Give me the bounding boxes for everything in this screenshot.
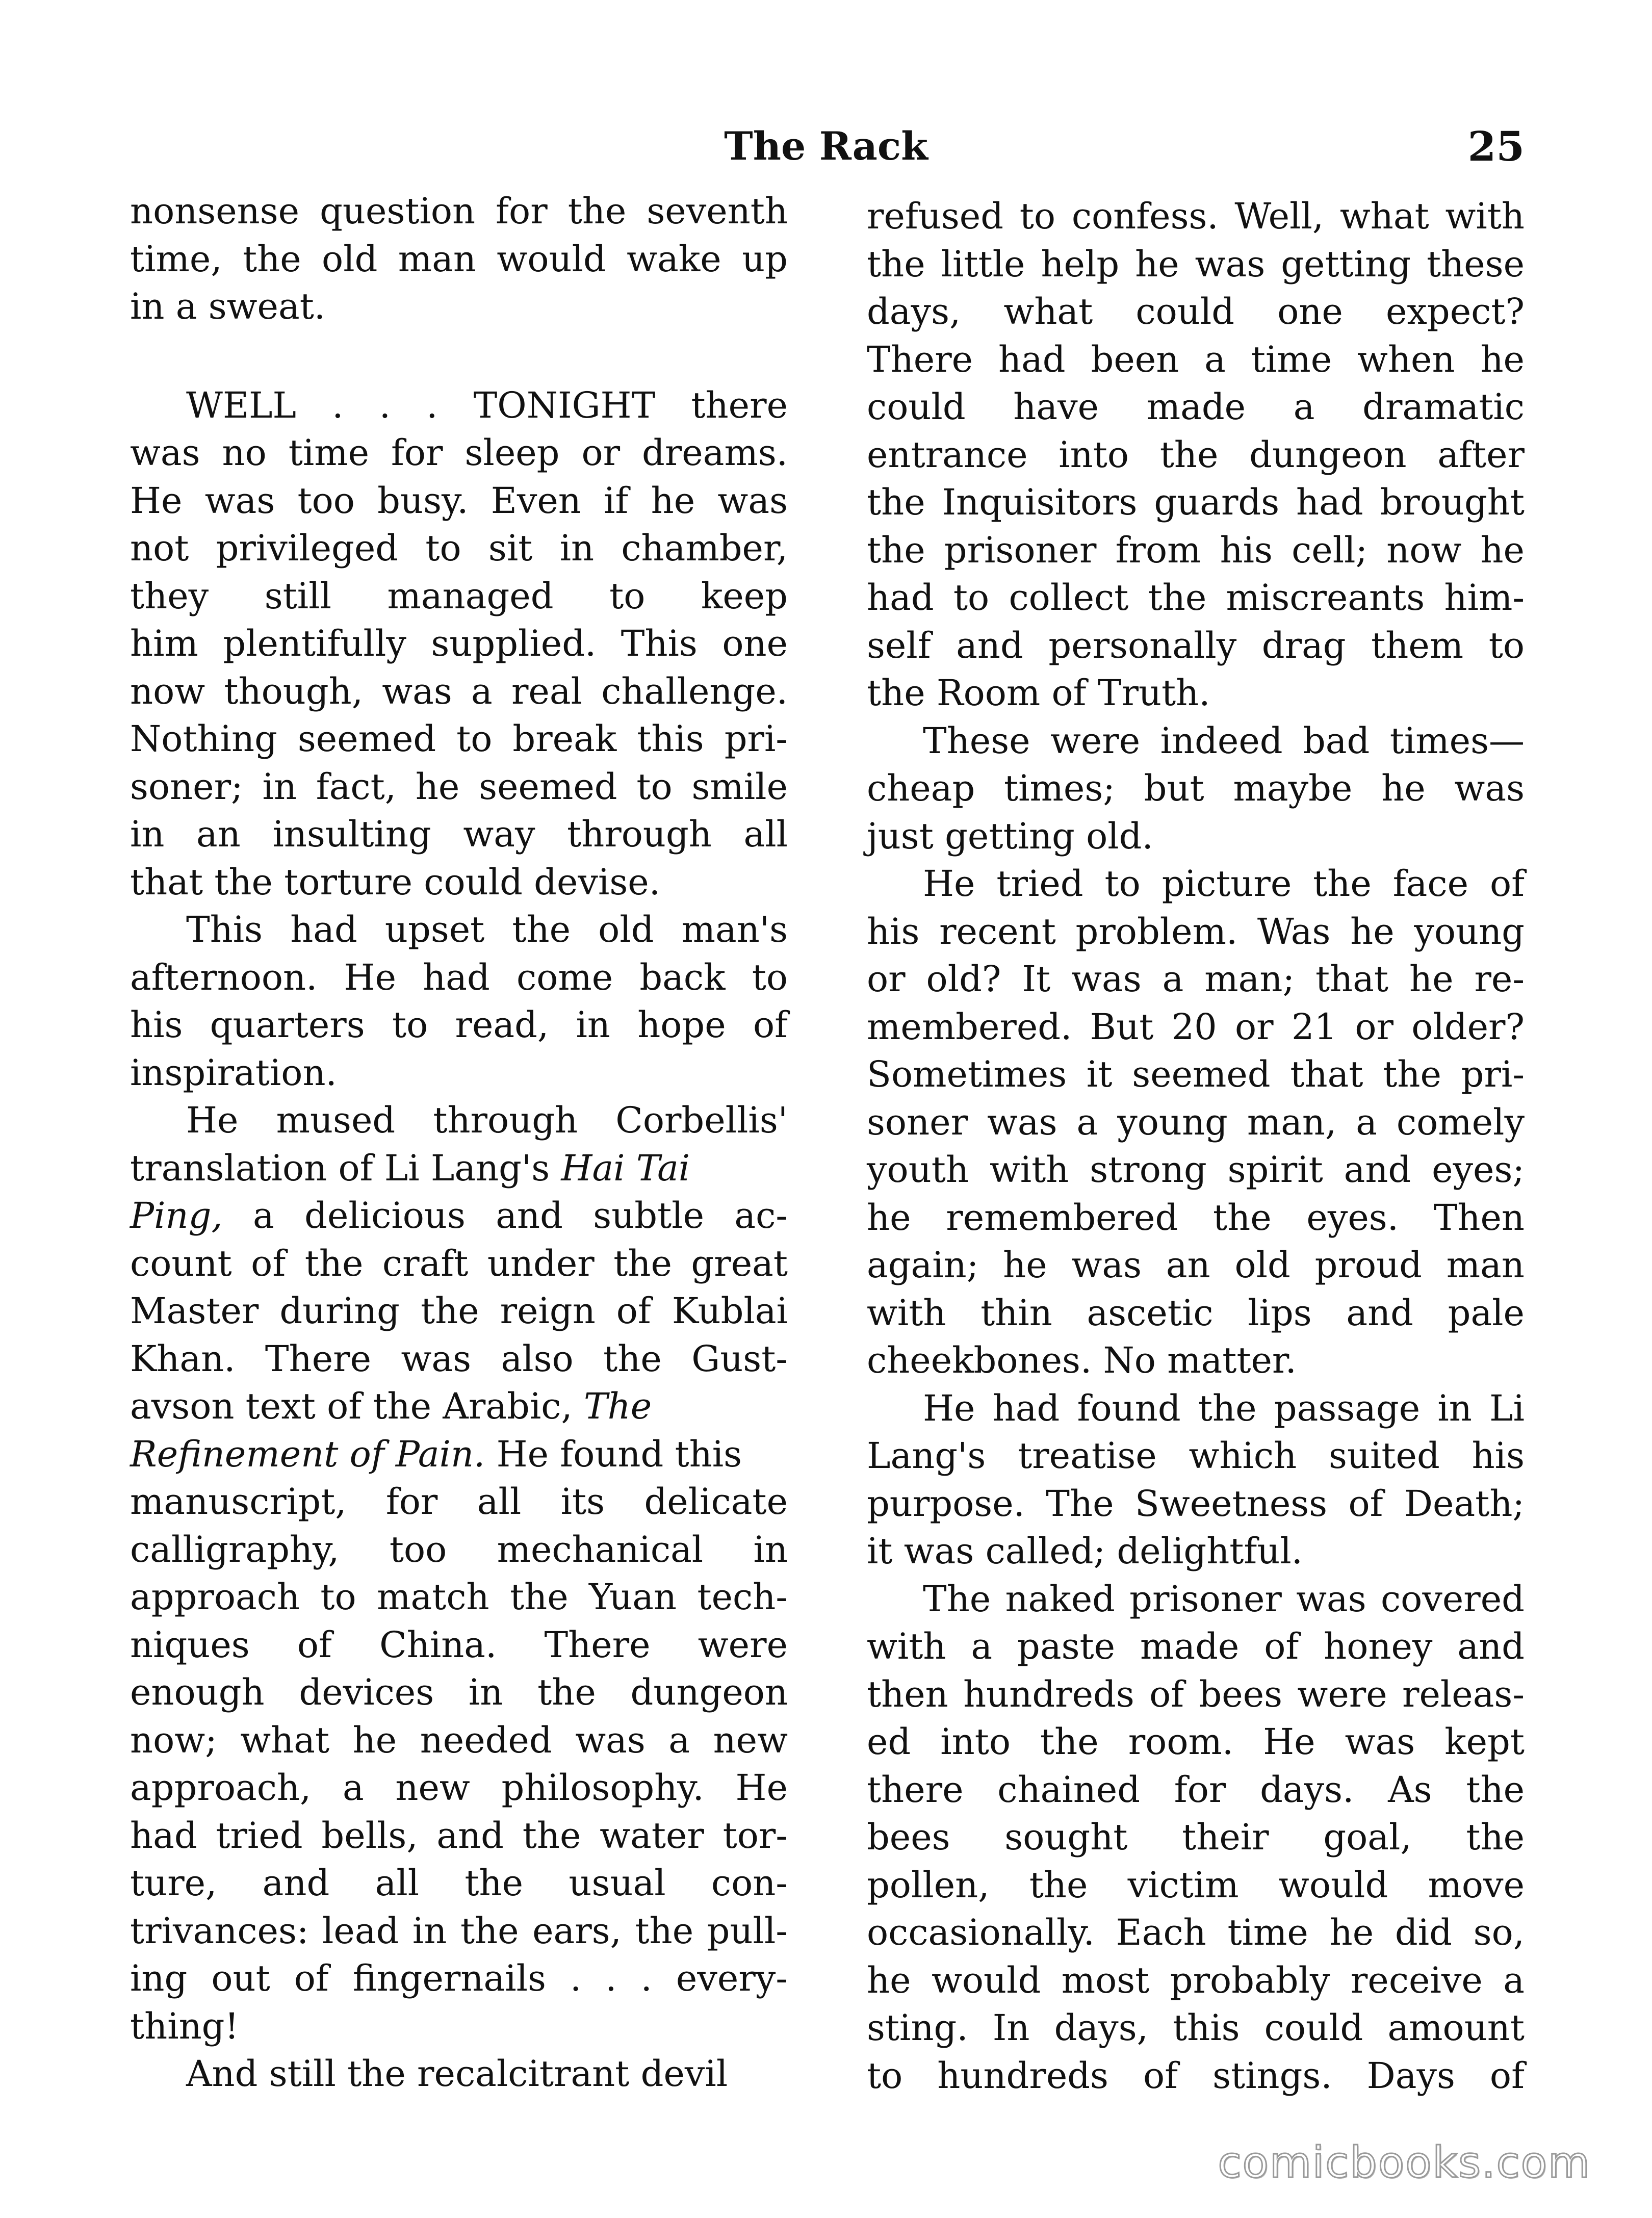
text-line: again; he was an old proud man — [867, 1244, 1525, 1286]
text-line: approach to match the Yuan tech- — [130, 1576, 788, 1618]
text-line: in a sweat. — [130, 286, 326, 327]
paragraph-first-line: He mused through Corbellis' — [186, 1099, 788, 1141]
text-line — [130, 1431, 788, 1479]
text-line: Lang's treatise which suited his — [867, 1435, 1525, 1477]
text-line: to hundreds of stings. Days of — [867, 2054, 1525, 2097]
text-line: enough devices in the dungeon — [130, 1671, 788, 1713]
text-line: self and personally drag them to — [867, 624, 1525, 666]
book-title-italic: Hai Tai — [561, 1147, 690, 1189]
text-line: cheap times; but maybe he was — [867, 767, 1525, 809]
text-line: had tried bells, and the water tor- — [130, 1814, 788, 1856]
text-run: He found this — [485, 1433, 742, 1475]
paragraph-first-line: This had upset the old man's — [186, 909, 788, 950]
text-line: pollen, the victim would move — [867, 1864, 1525, 1906]
text-line: the Room of Truth. — [867, 672, 1210, 714]
paragraph-first-line: He had found the passage in Li — [923, 1387, 1525, 1429]
text-line: niques of China. There were — [130, 1623, 788, 1666]
text-line: his recent problem. Was he young — [867, 910, 1525, 952]
text-line: cheekbones. No matter. — [867, 1339, 1297, 1381]
book-title-italic: Refinement of Pain. — [130, 1433, 485, 1475]
paragraph-first-line: And still the recalcitrant devil — [186, 2053, 728, 2095]
text-line: they still managed to keep — [130, 575, 788, 617]
left-column — [130, 188, 788, 2098]
text-line: thing! — [130, 2005, 239, 2047]
text-line: now; what he needed was a new — [130, 1719, 788, 1761]
text-line: manuscript, for all its delicate — [130, 1481, 788, 1523]
text-run: translation of Li Lang's — [130, 1147, 561, 1189]
text-line: trivances: lead in the ears, the pull- — [130, 1910, 788, 1952]
text-line: now though, was a real challenge. — [130, 670, 788, 712]
text-line: calligraphy, too mechanical in — [130, 1528, 788, 1570]
running-title: The Rack — [724, 123, 928, 169]
text-line: the little help he was getting these — [867, 243, 1525, 285]
text-line: soner; in fact, he seemed to smile — [130, 765, 788, 808]
text-run: avson text of the Arabic, — [130, 1385, 584, 1427]
book-title-italic: Ping, — [130, 1195, 223, 1236]
text-line: the prisoner from his cell; now he — [867, 529, 1525, 571]
text-line: Khan. There was also the Gust- — [130, 1337, 788, 1380]
text-line: He was too busy. Even if he was — [130, 479, 788, 522]
text-line: or old? It was a man; that he re- — [867, 958, 1525, 1000]
text-line: then hundreds of bees were releas- — [867, 1673, 1525, 1715]
text-line: could have made a dramatic — [867, 386, 1525, 428]
text-line: ed into the room. He was kept — [867, 1721, 1525, 1763]
section-opening-line: WELL . . . TONIGHT there — [186, 384, 788, 426]
text-line: there chained for days. As the — [867, 1768, 1525, 1811]
text-line — [130, 1192, 788, 1240]
text-line: him plentifully supplied. This one — [130, 623, 788, 664]
text-line: afternoon. He had come back to — [130, 956, 788, 998]
text-line: it was called; delightful. — [867, 1530, 1303, 1572]
book-title-italic: The — [583, 1385, 652, 1427]
text-line: soner was a young man, a comely — [867, 1101, 1525, 1143]
text-line — [130, 1383, 788, 1431]
text-line: approach, a new philosophy. He — [130, 1767, 788, 1809]
text-line: was no time for sleep or dreams. — [130, 432, 788, 474]
text-line: he would most probably receive a — [867, 1959, 1525, 2001]
text-line: Master during the reign of Kublai — [130, 1290, 788, 1332]
text-line: refused to confess. Well, what with — [867, 195, 1525, 237]
text-line: just getting old. — [867, 815, 1153, 857]
text-line: his quarters to read, in hope of — [130, 1004, 788, 1046]
paragraph-first-line: These were indeed bad times— — [923, 719, 1525, 762]
text-line: There had been a time when he — [867, 338, 1525, 380]
text-line: count of the craft under the great — [130, 1242, 788, 1284]
text-line: with thin ascetic lips and pale — [867, 1292, 1525, 1334]
text-line: with a paste made of honey and — [867, 1626, 1525, 1667]
text-line: had to collect the miscreants him- — [867, 577, 1525, 618]
text-line: bees sought their goal, the — [867, 1816, 1525, 1858]
text-line: Nothing seemed to break this pri- — [130, 718, 788, 760]
text-line — [130, 1145, 788, 1193]
right-column — [867, 193, 1525, 2100]
text-line: that the torture could devise. — [130, 861, 660, 903]
watermark: comicbooks.com — [1218, 2137, 1591, 2187]
paragraph-first-line: The naked prisoner was covered — [923, 1578, 1525, 1620]
text-line: he remembered the eyes. Then — [867, 1196, 1525, 1239]
text-line: purpose. The Sweetness of Death; — [867, 1482, 1525, 1525]
text-line: the Inquisitors guards had brought — [867, 481, 1525, 523]
text-line: sting. In days, this could amount — [867, 2007, 1525, 2049]
text-line: entrance into the dungeon after — [867, 433, 1525, 476]
text-line: time, the old man would wake up — [130, 238, 788, 280]
text-line: membered. But 20 or 21 or older? — [867, 1005, 1525, 1048]
text-line: days, what could one expect? — [867, 291, 1525, 332]
text-line: ture, and all the usual con- — [130, 1862, 788, 1904]
text-run: a delicious and subtle ac- — [222, 1195, 788, 1236]
text-line: in an insulting way through all — [130, 813, 788, 855]
running-header — [0, 118, 1652, 174]
page-number: 25 — [1467, 122, 1525, 170]
paragraph-first-line: He tried to picture the face of — [923, 863, 1525, 905]
text-line: not privileged to sit in chamber, — [130, 527, 788, 569]
text-line: inspiration. — [130, 1051, 337, 1094]
text-line: occasionally. Each time he did so, — [867, 1912, 1525, 1953]
section-break — [130, 331, 788, 382]
text-line: Sometimes it seemed that the pri- — [867, 1053, 1525, 1095]
text-line: youth with strong spirit and eyes; — [867, 1149, 1525, 1191]
text-line: ing out of fingernails . . . every- — [130, 1957, 788, 1999]
text-line: nonsense question for the seventh — [130, 190, 788, 232]
